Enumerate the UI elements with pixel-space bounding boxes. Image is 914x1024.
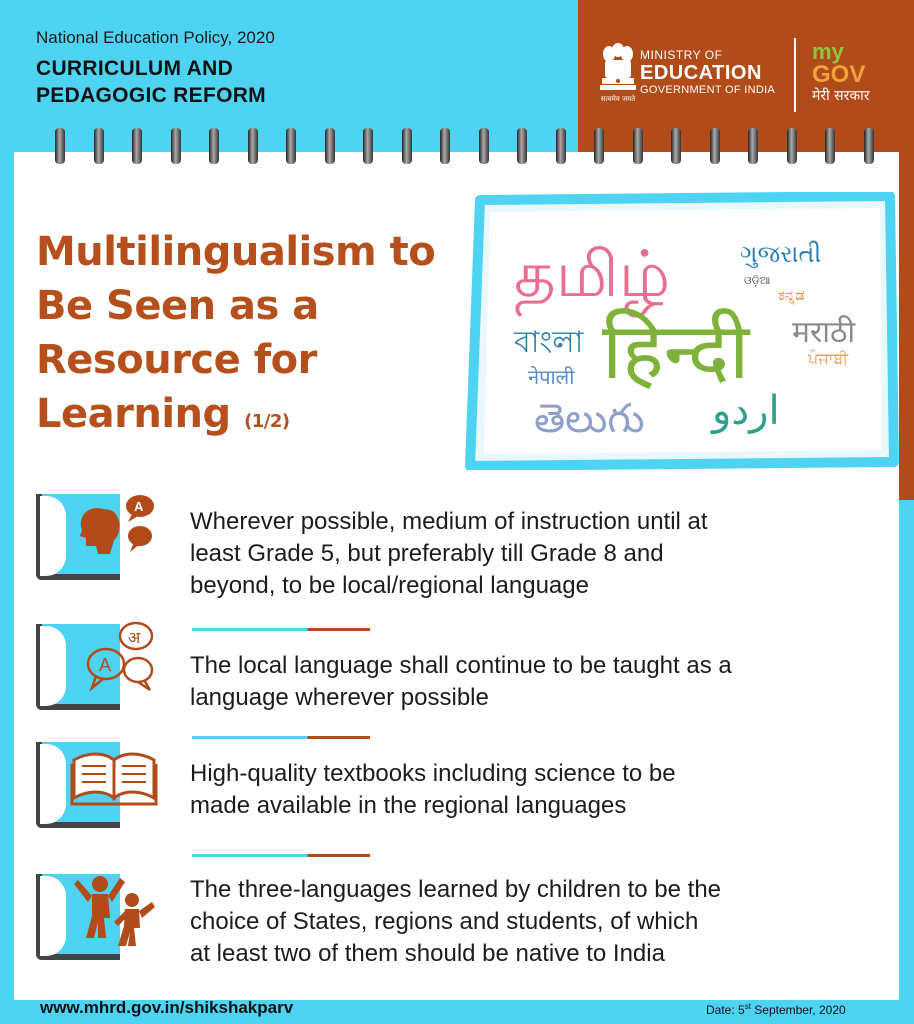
spiral-ring (132, 128, 142, 164)
spiral-ring (633, 128, 643, 164)
book-frame (36, 494, 144, 584)
divider (192, 854, 370, 857)
spiral-ring (171, 128, 181, 164)
headline-page: (1/2) (244, 411, 290, 432)
ministry-line3: GOVERNMENT OF INDIA (640, 84, 776, 96)
spiral-ring (248, 128, 258, 164)
lang-telugu: తెలుగు (534, 396, 645, 442)
book-frame (36, 874, 124, 964)
spiral-ring (402, 128, 412, 164)
speaking-heads-icon (70, 486, 160, 576)
main-title-line1: CURRICULUM AND (36, 57, 234, 80)
open-book-icon (70, 734, 160, 824)
mygov-logo (812, 39, 902, 105)
spiral-ring (363, 128, 373, 164)
mygov-my: my (812, 39, 844, 64)
spiral-ring (671, 128, 681, 164)
divider (192, 736, 370, 739)
book-frame (36, 742, 124, 832)
headline-line2: Be Seen as a (36, 283, 319, 329)
ministry-name (640, 48, 775, 96)
spiral-ring (440, 128, 450, 164)
item-text: The local language shall continue to be taught as a language wherever possible (190, 652, 732, 711)
language-word-cloud (462, 192, 900, 470)
spiral-ring (209, 128, 219, 164)
spiral-ring (710, 128, 720, 164)
lang-bangla: বাংলা (514, 325, 584, 360)
lang-kannada: ಕನ್ನಡ (778, 286, 805, 304)
item-text: The three-languages learned by children to be the choice of States, regions and students, of which at least two of them should be native to India (190, 876, 722, 967)
headline-line4: Learning (36, 391, 231, 437)
spiral-ring (479, 128, 489, 164)
main-title-line2: PEDAGOGIC REFORM (36, 84, 266, 107)
emblem-caption: सत्यमेव जयते (600, 95, 636, 103)
bubble-latin: A (99, 655, 112, 675)
lang-nepali: नेपाली (528, 365, 575, 389)
lang-gujarati: ગુજરાતી (740, 240, 822, 268)
main-title (36, 55, 266, 109)
footer-date: Date: 5st September, 2020 (706, 1002, 846, 1017)
language-bubbles-icon (70, 616, 160, 706)
spiral-ring (787, 128, 797, 164)
ministry-line2: EDUCATION (640, 62, 762, 84)
footer-url[interactable]: www.mhrd.gov.in/shikshakparv (40, 998, 294, 1017)
item-text: Wherever possible, medium of instruction until at least Grade 5, but preferably till Grade 8 and beyond, to be local/regional language (190, 508, 708, 599)
mygov-sarkar: मेरी सरकार (812, 88, 870, 104)
spiral-ring (748, 128, 758, 164)
headline (36, 225, 436, 449)
spiral-binding (0, 128, 914, 170)
lang-marathi: मराठी (792, 315, 856, 350)
children-jumping-icon (70, 866, 160, 956)
book-frame (36, 624, 141, 714)
lang-urdu: اردو (712, 388, 780, 434)
ministry-line1: MINISTRY OF (640, 48, 723, 62)
item-text: High-quality textbooks including science to be made available in the regional languages (190, 760, 676, 819)
spiral-ring (594, 128, 604, 164)
spiral-ring (286, 128, 296, 164)
spiral-ring (55, 128, 65, 164)
mygov-gov: GOV (812, 61, 866, 88)
pre-title: National Education Policy, 2020 (36, 28, 275, 47)
lang-tamil: தமிழ் (514, 238, 671, 312)
spiral-ring (94, 128, 104, 164)
lang-hindi: हिन्दी (602, 307, 750, 397)
divider (192, 628, 370, 631)
logo-divider (794, 38, 796, 112)
headline-line3: Resource for (36, 337, 317, 383)
spiral-ring (864, 128, 874, 164)
spiral-ring (517, 128, 527, 164)
spiral-ring (825, 128, 835, 164)
lang-odia: ଓଡ଼ିଆ (744, 274, 771, 287)
bubble-devanagari: अ (128, 628, 141, 647)
lang-punjabi: ਪੰਜਾਬੀ (808, 349, 849, 368)
headline-line1: Multilingualism to (36, 229, 436, 275)
spiral-ring (325, 128, 335, 164)
spiral-ring (556, 128, 566, 164)
bubble-letter: A (134, 499, 144, 514)
